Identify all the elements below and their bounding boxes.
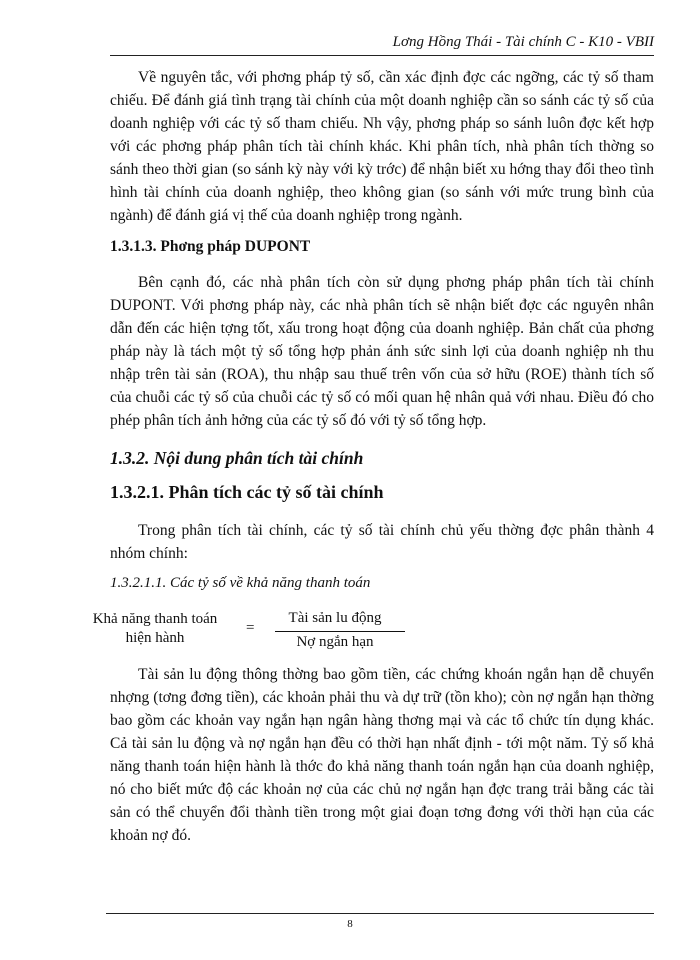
page-header: Lơng Hồng Thái - Tài chính C - K10 - VBII bbox=[110, 34, 654, 56]
formula-equals: = bbox=[246, 620, 255, 636]
paragraph-current-ratio: Tài sản lu động thông thờng bao gồm tiền, các chứng khoán ngắn hạn dễ chuyển nhợng (tơng đơng tiền), các khoản phải thu và dự trữ (tồn kho); còn nợ ngắn hạn thờng bao gồm các khoản vay ngắn hạn ngân hàng thơng mại và các tổ chức tín dụng khác. Cả tài sản lu động và nợ ngắn hạn đều có thời hạn nhất định - tới một năm. Tỷ số khả năng thanh toán hiện hành là thớc đo khả năng thanh toán ngắn hạn của doanh nghiệp, nó cho biết mức độ các khoản nợ của các chủ nợ ngắn hạn đợc trang trải bằng các tài sản có thể chuyển đổi thành tiền trong một giai đoạn tơng đơng với thời hạn của các khoản nợ đó. bbox=[110, 666, 654, 844]
heading-liquidity-ratios: 1.3.2.1.1. Các tỷ số về khả năng thanh toán bbox=[110, 575, 371, 591]
formula-fraction-bar bbox=[275, 631, 405, 632]
formula-numerator: Tài sản lu động bbox=[288, 610, 382, 626]
current-ratio-formula bbox=[80, 608, 480, 658]
heading-ratio-analysis: 1.3.2.1. Phân tích các tỷ số tài chính bbox=[110, 482, 384, 502]
heading-dupont: 1.3.1.3. Phơng pháp DUPONT bbox=[110, 238, 311, 255]
formula-left-line1: Khả năng thanh toán bbox=[92, 611, 218, 627]
formula-left-line2: hiện hành bbox=[125, 630, 185, 646]
footer-divider bbox=[106, 913, 654, 914]
heading-financial-analysis-content: 1.3.2. Nội dung phân tích tài chính bbox=[110, 448, 364, 468]
paragraph-ratio-groups: Trong phân tích tài chính, các tỷ số tài chính chủ yếu thờng đợc phân thành 4 nhóm chính: bbox=[110, 522, 654, 562]
page-number: 8 bbox=[347, 918, 353, 930]
paragraph-dupont: Bên cạnh đó, các nhà phân tích còn sử dụng phơng pháp phân tích tài chính DUPONT. Với phơng pháp này, các nhà phân tích sẽ nhận biết đợc các nguyên nhân dẫn đến các hiện tợng tốt, xấu trong hoạt động của doanh nghiệp. Bản chất của phơng pháp này là tách một tỷ số tổng hợp phản ánh sức sinh lợi của doanh nghiệp nh thu nhập trên tài sản (ROA), thu nhập sau thuế trên vốn của sở hữu (ROE) thành tích số của chuỗi các tỷ số của chuỗi các tỷ số có mối quan hệ nhân quả với nhau. Điều đó cho phép phân tích ảnh hởng của các tỷ số đó với tỷ số tổng hợp. bbox=[110, 274, 654, 429]
formula-left-side bbox=[80, 610, 230, 648]
paragraph-comparison-method: Về nguyên tắc, với phơng pháp tỷ số, cần xác định đợc các ngỡng, các tỷ số tham chiếu. Để đánh giá tình trạng tài chính của một doanh nghiệp cần so sánh các tỷ số của doanh nghiệp với các tỷ số tham chiếu. Nh vậy, phơng pháp so sánh luôn đợc kết hợp với các phơng pháp phân tích tài chính khác. Khi phân tích, nhà phân tích thờng so sánh theo thời gian (so sánh kỳ này với kỳ trớc) để nhận biết xu hớng thay đổi theo tình hình tài chính của doanh nghiệp, theo không gian (so sánh với mức trung bình của ngành) để đánh giá vị thế của doanh nghiệp trong ngành. bbox=[110, 69, 654, 224]
formula-denominator: Nợ ngắn hạn bbox=[296, 634, 374, 650]
